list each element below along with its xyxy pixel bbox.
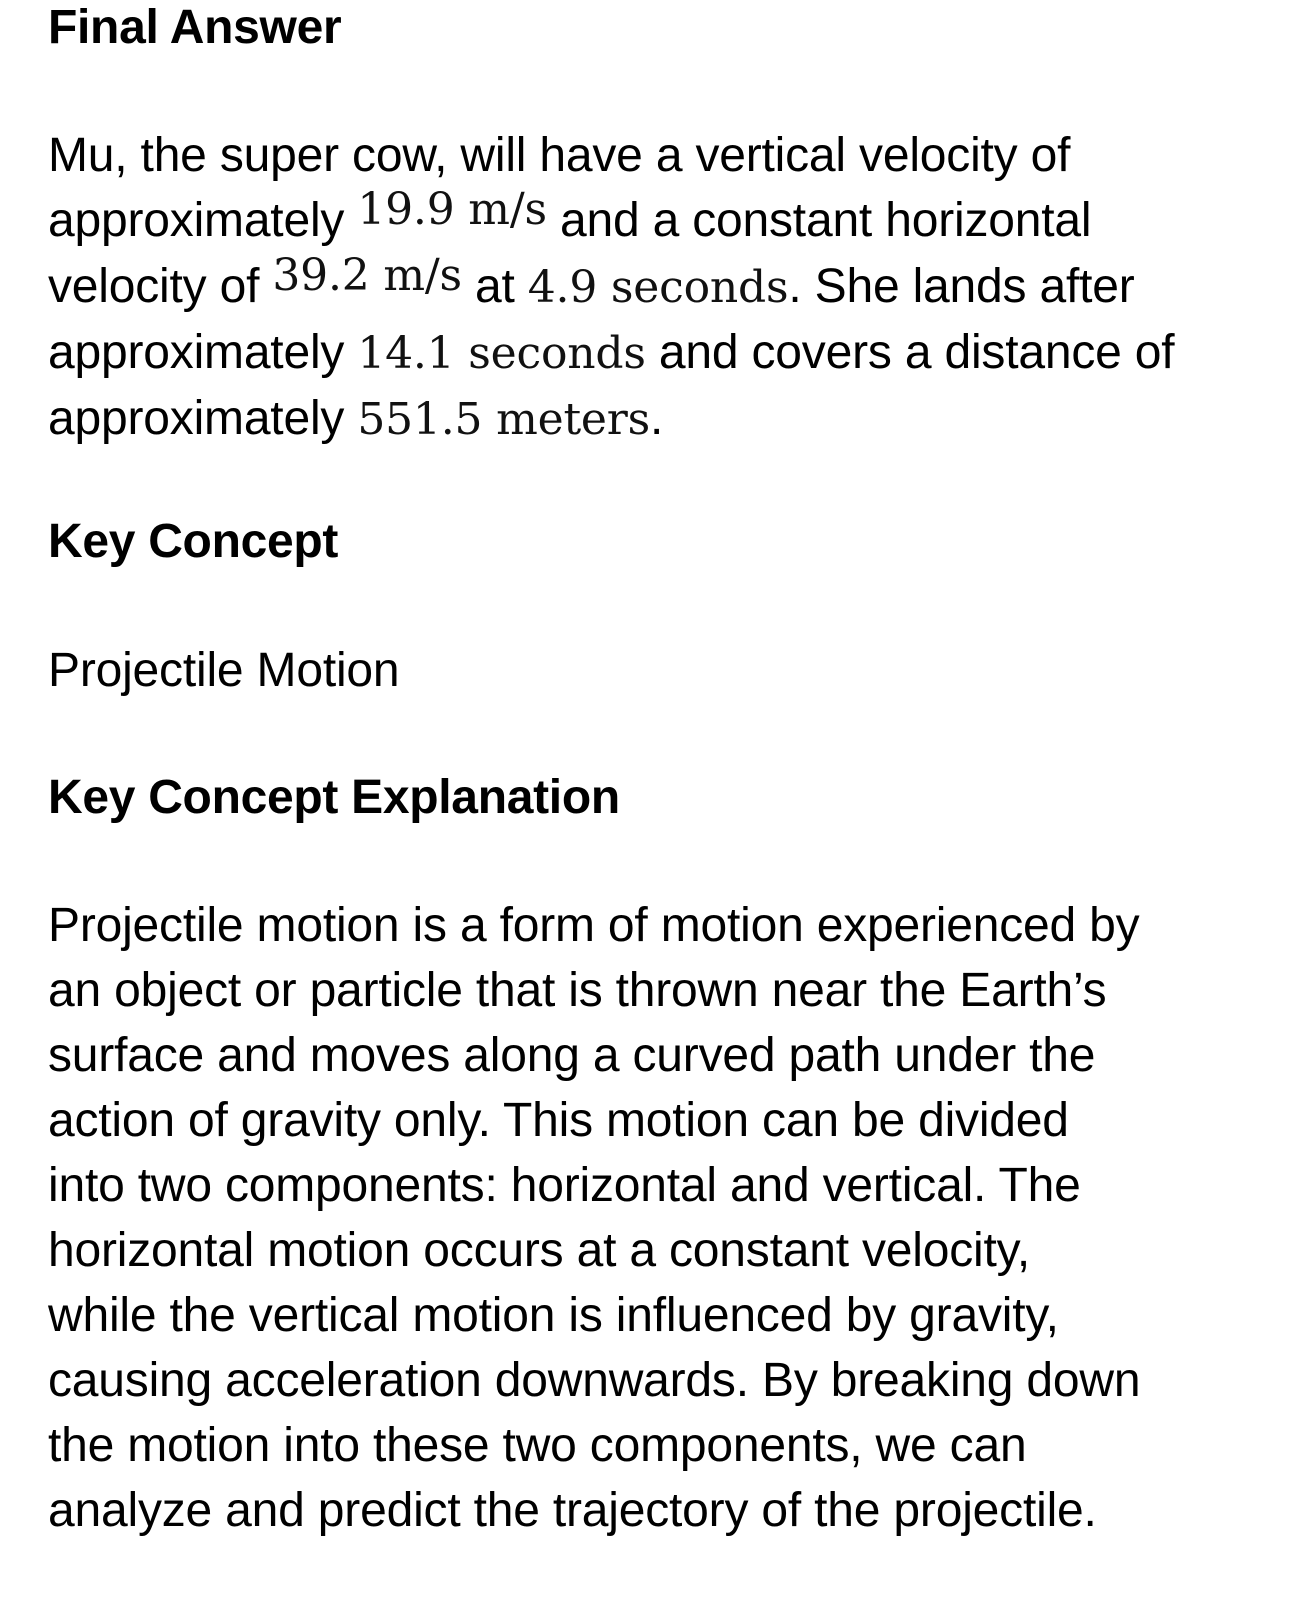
answer-line-3 <box>48 250 1248 320</box>
explanation-line: horizontal motion occurs at a constant velocity, <box>48 1224 1030 1277</box>
explanation-line: action of gravity only. This motion can be divided <box>48 1094 1069 1147</box>
time-value: 4.9 seconds <box>527 262 789 313</box>
answer-text: approximately <box>48 194 358 247</box>
key-concept-heading: Key Concept <box>48 515 339 568</box>
explanation-line: causing acceleration downwards. By breaking down <box>48 1354 1141 1407</box>
key-concept-text: Projectile Motion <box>48 644 400 697</box>
answer-text: at <box>461 260 528 313</box>
explanation-line: while the vertical motion is influenced by gravity, <box>48 1289 1059 1342</box>
distance-value: 551.5 meters <box>357 394 650 445</box>
answer-line-2 <box>48 184 1248 254</box>
answer-text: . She lands after <box>788 260 1135 313</box>
explanation-line: analyze and predict the trajectory of the projectile. <box>48 1484 1097 1537</box>
answer-text: . <box>650 392 664 445</box>
horizontal-velocity-value: 39.2 m/s <box>272 250 462 301</box>
explanation-line: the motion into these two components, we can <box>48 1419 1027 1472</box>
answer-text: and a constant horizontal <box>546 194 1092 247</box>
explanation-line: an object or particle that is thrown near the Earth’s <box>48 964 1107 1017</box>
key-concept-explanation-heading: Key Concept Explanation <box>48 771 620 824</box>
answer-line-5 <box>48 386 1248 452</box>
answer-line-4 <box>48 320 1248 386</box>
explanation-line: into two components: horizontal and vertical. The <box>48 1159 1081 1212</box>
answer-line-1: Mu, the super cow, will have a vertical velocity of <box>48 129 1071 182</box>
answer-text: approximately <box>48 326 358 379</box>
answer-text: velocity of <box>48 260 273 313</box>
explanation-line: surface and moves along a curved path under the <box>48 1029 1096 1082</box>
vertical-velocity-value: 19.9 m/s <box>357 184 547 235</box>
final-answer-paragraph <box>48 123 1248 452</box>
answer-text: approximately <box>48 392 358 445</box>
answer-text: and covers a distance of <box>645 326 1175 379</box>
landing-time-value: 14.1 seconds <box>357 328 646 379</box>
explanation-line: Projectile motion is a form of motion experienced by <box>48 899 1140 952</box>
key-concept-explanation-paragraph <box>48 893 1258 1543</box>
final-answer-heading: Final Answer <box>48 1 342 54</box>
